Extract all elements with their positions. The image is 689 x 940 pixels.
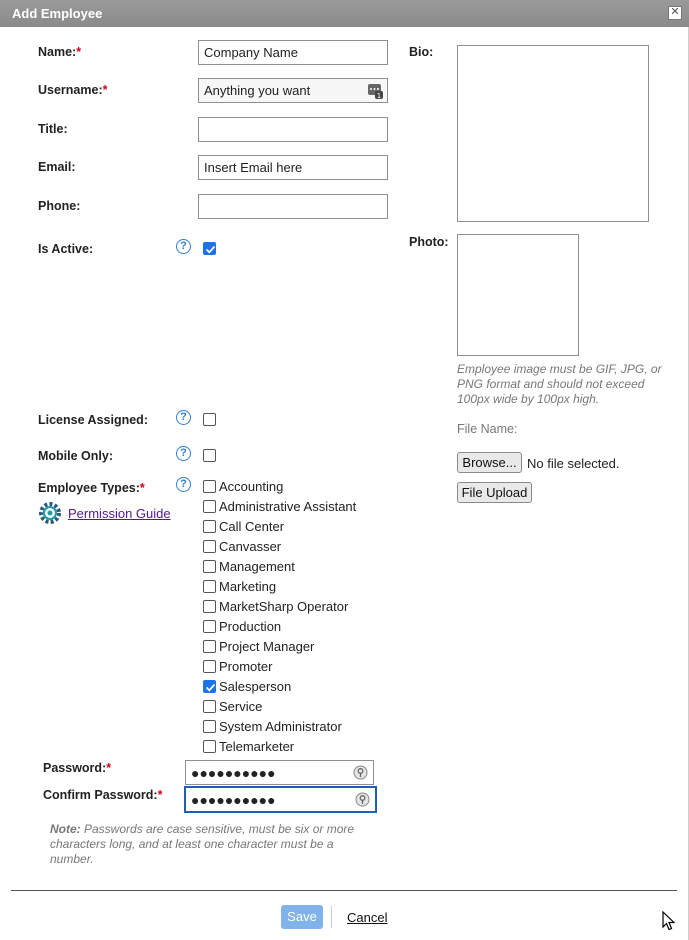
username-value: Anything you want: [204, 83, 311, 98]
phone-input[interactable]: [198, 194, 388, 219]
employee-type-checkbox[interactable]: [203, 680, 216, 693]
mobile-only-label: Mobile Only:: [38, 449, 113, 463]
key-icon[interactable]: [353, 765, 368, 780]
permission-guide-link[interactable]: Permission Guide: [68, 506, 171, 521]
email-label: Email:: [38, 160, 76, 174]
license-assigned-checkbox[interactable]: [203, 413, 216, 426]
no-file-text: No file selected.: [527, 456, 620, 471]
required-mark: *: [157, 788, 163, 802]
dialog-title: Add Employee: [12, 6, 103, 21]
file-upload-button[interactable]: File Upload: [457, 482, 532, 503]
confirm-password-input[interactable]: [184, 786, 377, 813]
required-mark: *: [102, 83, 108, 97]
gear-icon: [38, 501, 62, 525]
password-label: Password:*: [43, 761, 112, 775]
svg-text:1: 1: [376, 92, 382, 99]
footer-separator: [331, 906, 332, 928]
mouse-cursor-icon: [662, 911, 676, 931]
file-name-label: File Name:: [457, 422, 518, 436]
employee-type-checkbox[interactable]: [203, 500, 216, 513]
employee-type-label: Management: [219, 559, 295, 574]
phone-label: Phone:: [38, 199, 81, 213]
employee-type-checkbox[interactable]: [203, 520, 216, 533]
dialog-titlebar: [0, 0, 689, 27]
email-input[interactable]: Insert Email here: [198, 155, 388, 180]
required-mark: *: [139, 481, 145, 495]
name-label: Name:*: [38, 45, 82, 59]
required-mark: *: [106, 761, 112, 775]
employee-type-checkbox[interactable]: [203, 540, 216, 553]
employee-type-label: Marketing: [219, 579, 277, 594]
mobile-only-checkbox[interactable]: [203, 449, 216, 462]
employee-type-checkbox[interactable]: [203, 580, 216, 593]
password-value: ●●●●●●●●●●: [191, 765, 276, 781]
required-mark: *: [76, 45, 82, 59]
bio-textarea[interactable]: [457, 45, 649, 222]
bio-label: Bio:: [409, 45, 434, 59]
browse-button[interactable]: Browse...: [457, 452, 522, 473]
employee-type-label: Production: [219, 619, 282, 634]
is-active-checkbox[interactable]: [203, 242, 216, 255]
confirm-password-value: ●●●●●●●●●●: [191, 792, 276, 808]
username-input[interactable]: [198, 78, 388, 103]
employee-type-label: Canvasser: [219, 539, 282, 554]
title-label: Title:: [38, 122, 68, 136]
employee-type-checkbox[interactable]: [203, 740, 216, 753]
suggestion-icon[interactable]: [367, 83, 383, 99]
employee-type-checkbox[interactable]: [203, 660, 216, 673]
employee-type-label: Salesperson: [219, 679, 292, 694]
employee-type-label: Administrative Assistant: [219, 499, 357, 514]
employee-type-checkbox[interactable]: [203, 640, 216, 653]
close-icon[interactable]: ✕: [668, 6, 682, 20]
name-input[interactable]: Company Name: [198, 40, 388, 65]
password-note: [50, 822, 380, 867]
cancel-link[interactable]: Cancel: [347, 910, 388, 925]
title-input[interactable]: [198, 117, 388, 142]
key-icon[interactable]: [355, 792, 370, 807]
confirm-password-label: Confirm Password:*: [43, 788, 163, 802]
employee-type-label: Project Manager: [219, 639, 315, 654]
employee-type-label: Call Center: [219, 519, 285, 534]
employee-type-checkbox[interactable]: [203, 600, 216, 613]
employee-type-checkbox[interactable]: [203, 700, 216, 713]
employee-type-label: Service: [219, 699, 263, 714]
password-note-text: Passwords are case sensitive, must be six or more characters long, and at least one character must be a number.: [50, 822, 355, 866]
employee-types-label: Employee Types:*: [38, 481, 145, 495]
password-input[interactable]: [185, 760, 374, 785]
password-note-title: Note:: [50, 822, 81, 836]
help-icon[interactable]: ?: [176, 410, 191, 425]
employee-type-label: Accounting: [219, 479, 284, 494]
employee-type-label: MarketSharp Operator: [219, 599, 349, 614]
employee-type-label: System Administrator: [219, 719, 342, 734]
photo-preview: [457, 234, 579, 356]
employee-type-label: Promoter: [219, 659, 273, 674]
photo-note: Employee image must be GIF, JPG, or PNG format and should not exceed 100px wide by 100px high.: [457, 362, 662, 406]
help-icon[interactable]: ?: [176, 477, 191, 492]
employee-type-checkbox[interactable]: [203, 620, 216, 633]
is-active-label: Is Active:: [38, 242, 94, 256]
username-label: Username:*: [38, 83, 108, 97]
employee-type-checkbox[interactable]: [203, 560, 216, 573]
employee-type-checkbox[interactable]: [203, 720, 216, 733]
employee-type-label: Telemarketer: [219, 739, 295, 754]
footer-divider: [11, 890, 677, 891]
employee-type-checkbox[interactable]: [203, 480, 216, 493]
license-assigned-label: License Assigned:: [38, 413, 148, 427]
save-button[interactable]: Save: [281, 905, 323, 929]
help-icon[interactable]: ?: [176, 446, 191, 461]
photo-label: Photo:: [409, 235, 449, 249]
help-icon[interactable]: ?: [176, 239, 191, 254]
